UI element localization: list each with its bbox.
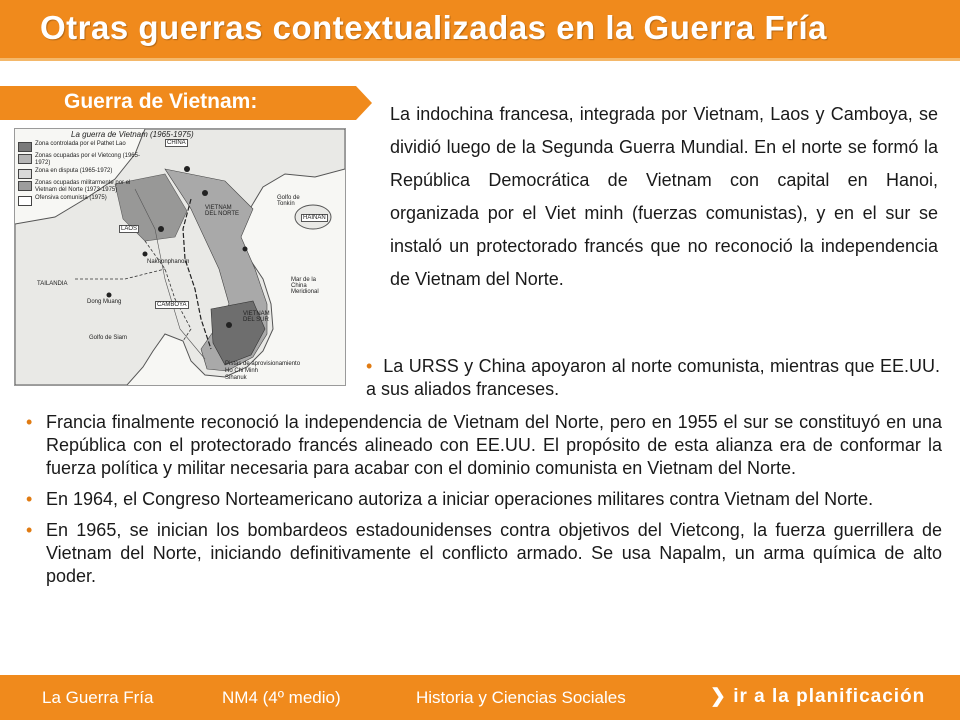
footer-subject: Historia y Ciencias Sociales xyxy=(416,688,626,707)
vietnam-war-map xyxy=(14,128,346,386)
bullet-text: La URSS y China apoyaron al norte comunista, mientras que EE.UU. a sus aliados franceses. xyxy=(366,356,940,399)
bullet-dot: • xyxy=(26,412,33,432)
footer-course: La Guerra Fría xyxy=(42,688,154,707)
footer-level: NM4 (4º medio) xyxy=(222,688,341,707)
list-item xyxy=(26,488,942,511)
legend-text: Zona controlada por el Pathet Lao xyxy=(35,141,126,147)
bullet-text: Francia finalmente reconoció la independencia de Vietnam del Norte, pero en 1955 el sur se constituyó en una República con el protectorado francés alineado con EE.UU. El propósito de esta alianza era de conformar la fuerza política y militar necesaria para acabar con el dominio comunista en Vietnam del Norte. xyxy=(46,412,942,478)
bullet-dot: • xyxy=(26,489,33,509)
map-label-china: CHINA xyxy=(167,140,186,146)
legend-item xyxy=(18,141,144,152)
list-item xyxy=(26,519,942,588)
legend-swatch xyxy=(18,142,32,152)
arrow-right-icon: ❯ xyxy=(710,686,727,707)
legend-text: Zona en disputa (1965-1972) xyxy=(35,168,113,174)
bullet-text: En 1965, se inician los bombardeos estadounidenses contra objetivos del Vietcong, la fuerza guerrillera de Vietnam del Norte, iniciando definitivamente el conflicto armado. Se usa Napalm, un arma química de alto poder. xyxy=(46,520,942,586)
footer-bar xyxy=(0,675,960,720)
planning-link[interactable] xyxy=(710,685,925,708)
routes-legend xyxy=(225,361,300,382)
legend-swatch xyxy=(18,196,32,206)
bullet-support xyxy=(366,355,940,401)
bullet-text: En 1964, el Congreso Norteamericano autoriza a iniciar operaciones militares contra Vietnam del Norte. xyxy=(46,489,874,509)
routes-legend-item: Sihanuk xyxy=(225,375,247,381)
map-label-camboya: CAMBOYA xyxy=(157,302,187,308)
map-title: La guerra de Vietnam (1965-1975) xyxy=(71,130,194,139)
map-label-golfo-tonkin: Golfo de Tonkín xyxy=(277,195,300,207)
legend-item xyxy=(18,153,144,167)
bullet-dot: • xyxy=(366,356,373,376)
legend-text: Zonas ocupadas militarmente por el Vietnam del Norte (1973-1975) xyxy=(35,180,131,193)
planning-link-label: ir a la planificación xyxy=(733,686,926,707)
legend-swatch xyxy=(18,154,32,164)
list-item xyxy=(26,411,942,480)
routes-legend-title: Pistas de aprovisionamiento xyxy=(225,361,301,367)
map-label-golfo-siam: Golfo de Siam xyxy=(89,335,128,341)
slide-title: Otras guerras contextualizadas en la Guerra Fría xyxy=(40,9,827,46)
map-legend xyxy=(18,141,144,207)
map-label-nakhonphanom: Nakhonphanom xyxy=(147,259,190,265)
map-label-hainan: HAINAN xyxy=(303,215,326,221)
routes-legend-item: Ho Chi Minh xyxy=(225,368,259,374)
legend-item xyxy=(18,168,144,179)
section-tag xyxy=(0,86,372,120)
legend-item xyxy=(18,195,144,206)
legend-text: Ofensiva comunista (1975) xyxy=(35,195,107,201)
section-label: Guerra de Vietnam: xyxy=(64,90,258,113)
map-label-mar-china: Mar de la China Meridional xyxy=(291,277,319,295)
map-label-vietnam-sur: VIETNAM DEL SUR xyxy=(243,311,270,323)
legend-item xyxy=(18,180,144,194)
bullet-list xyxy=(26,411,942,596)
map-label-tailandia: TAILANDIA xyxy=(37,281,68,287)
map-label-dong-muang: Dong Muang xyxy=(87,299,122,305)
map-label-laos: LAOS xyxy=(121,226,138,232)
title-bar xyxy=(0,0,960,61)
intro-paragraph: La indochina francesa, integrada por Vietnam, Laos y Camboya, se dividió luego de la Segunda Guerra Mundial. En el norte se formó la República Democrática de Vietnam con capital en Hanoi, organizada por el Viet minh (fuerzas comunistas), y en el sur se instaló un protectorado francés que no reconoció la independencia de Vietnam del Norte. xyxy=(390,104,938,289)
legend-swatch xyxy=(18,181,32,191)
legend-text: Zonas ocupadas por el Vietcong (1965-1972) xyxy=(35,153,140,166)
map-label-vietnam-norte: VIETNAM DEL NORTE xyxy=(205,205,240,217)
legend-swatch xyxy=(18,169,32,179)
bullet-dot: • xyxy=(26,520,33,540)
